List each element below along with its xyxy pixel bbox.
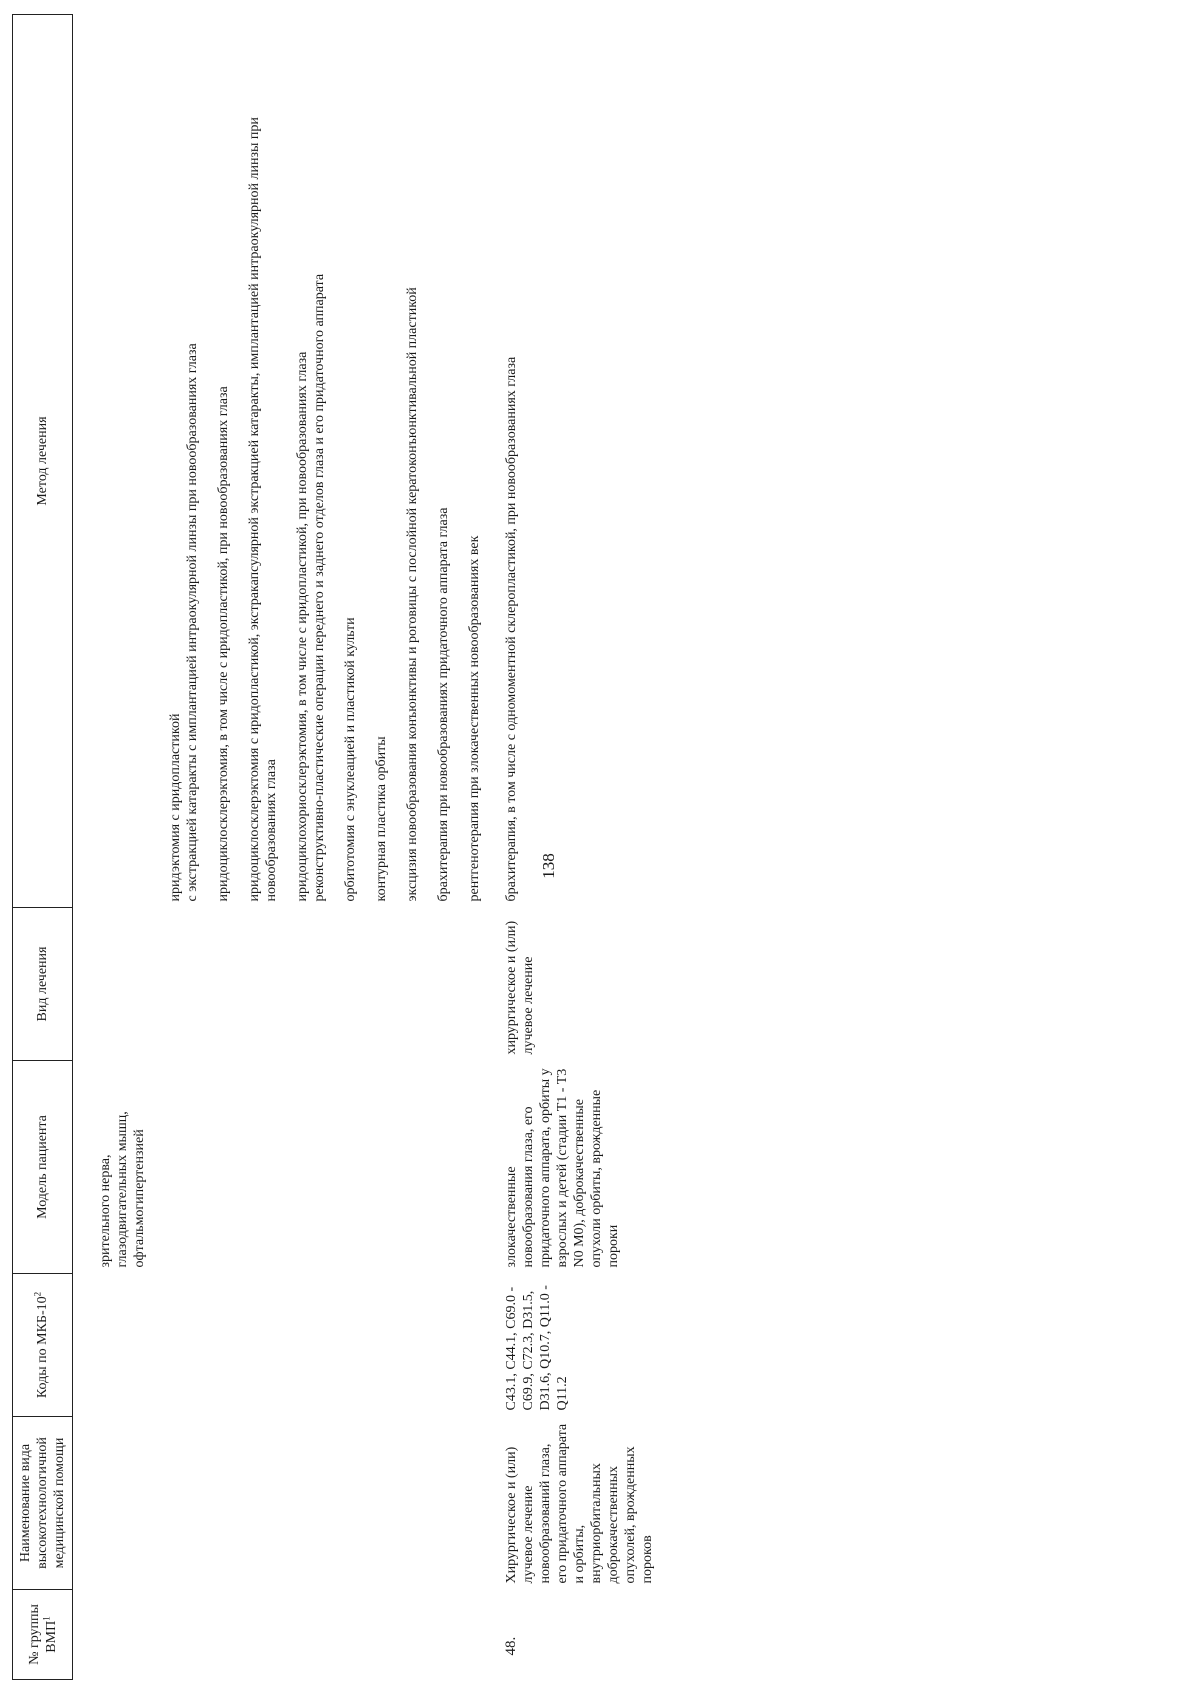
header-group-number: № группы ВМП$^1$ (13, 1590, 73, 1680)
method-item: иридэктомия с иридопластикой (168, 713, 183, 902)
table-header-row (13, 15, 73, 1680)
cell-model: зрительного нерва, глазодвигательных мышц, офтальмогипертензией (98, 1111, 147, 1268)
cell-methods (73, 15, 498, 908)
method-item: контурная пластика орбиты (374, 736, 389, 902)
document-sheet (12, 0, 1200, 1680)
header-codes: Коды по МКБ-$10^2$ (13, 1274, 73, 1417)
page-number: 138 (538, 853, 558, 879)
method-item: иридоциклосклерэктомия, в том числе с иридопластикой, при новообразованиях глаза (216, 386, 231, 902)
method-item: орбитотомия с энуклеацией и пластикой культи (343, 617, 358, 902)
header-name: Наименование вида высокотехнологичной медицинской помощи (13, 1417, 73, 1590)
method-item: реконструктивно-пластические операции переднего и заднего отделов глаза и его придаточного аппарата (312, 273, 327, 902)
method-item: с экстракцией катаракты с имплантацией интраокулярной линзы при новообразованиях глаза (185, 343, 200, 902)
cell-number: 48. (503, 1636, 519, 1656)
method-item: иридоциклохориосклерэктомия, в том числе с иридопластикой, при новообразованиях глаза (295, 351, 310, 902)
cell-treatment-type: хирургическое и (или) лучевое лечение (504, 920, 536, 1055)
header-treatment-type: Вид лечения (13, 908, 73, 1061)
method-item: рентгенотерапия при злокачественных новообразованиях век (467, 535, 482, 902)
method-item: эксцизия новообразования конъюнктивы и роговицы с послойной кератоконъюнктивальной пластикой (405, 287, 420, 902)
header-model: Модель пациента (13, 1061, 73, 1274)
treatment-table (12, 14, 656, 1680)
method-item: брахитерапия при новообразованиях придаточного аппарата глаза (436, 507, 451, 902)
cell-name: Хирургическое и (или) лучевое лечение новообразований глаза, его придаточного аппарата и орбиты, внутриорбитальных доброкачественных опухолей, врожденных пороков (504, 1423, 655, 1584)
cell-method: брахитерапия, в том числе с одномоментной склеропластикой, при новообразованиях глаза (504, 356, 519, 902)
method-item: иридоциклосклерэктомия с иридопластикой, экстракапсулярной экстракцией катаракты, имплантацией интраокулярной линзы при новообразованиях глаза (247, 117, 279, 902)
cell-codes: C43.1, C44.1, C69.0 - C69.9, C72.3, D31.5, D31.6, Q10.7, Q11.0 - Q11.2 (504, 1285, 570, 1411)
cell-model: злокачественные новообразования глаза, его придаточного аппарата, орбиты у взрослых и детей (стадии T1 - T3 N0 M0), доброкачественные опухоли орбиты, врожденные пороки (504, 1068, 621, 1268)
header-method: Метод лечения (13, 15, 73, 908)
table-row-48 (497, 15, 656, 1680)
table-row-continuation (73, 15, 498, 1680)
